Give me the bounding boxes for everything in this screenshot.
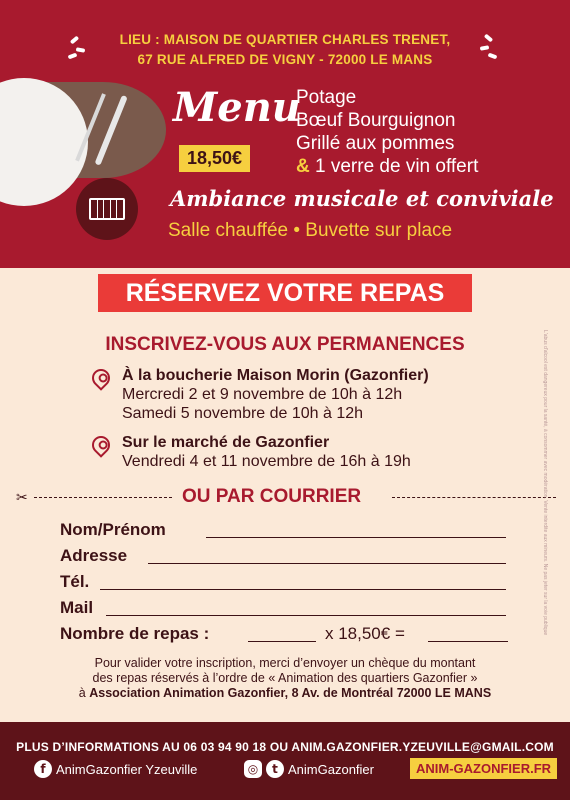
cutlery-icon [98, 94, 144, 174]
scissors-icon: ✂ [16, 489, 28, 505]
mail-field[interactable] [106, 615, 506, 616]
twitter-icon: t [266, 760, 284, 778]
instagram-twitter-link[interactable]: ◎ t AnimGazonfier [244, 760, 374, 778]
meals-multiplier: x 18,50€ = [325, 624, 405, 643]
address-field-label: Adresse [60, 546, 128, 565]
venue-address: LIEU : MAISON DE QUARTIER CHARLES TRENET, 67 RUE ALFRED DE VIGNY - 72000 LE MANS [119, 32, 451, 67]
menu-price: 18,50€ [179, 145, 250, 172]
accordion-icon [76, 178, 138, 240]
phone-field-label: Tél. [60, 572, 90, 591]
meals-count-field[interactable] [248, 641, 316, 642]
name-field[interactable] [206, 537, 506, 538]
phone-field[interactable] [100, 589, 506, 590]
location-item: Sur le marché de Gazonfier Vendredi 4 et 11 novembre de 16h à 19h [122, 434, 411, 470]
location-pin-icon [92, 436, 110, 460]
name-field-label: Nom/Prénom [60, 520, 166, 539]
location-item: À la boucherie Maison Morin (Gazonfier) Mercredi 2 et 9 novembre de 10h à 12h Samedi 5 novembre de 10h à 12h [122, 367, 429, 422]
instagram-icon: ◎ [244, 760, 262, 778]
address-field[interactable] [148, 563, 506, 564]
mail-field-label: Mail [60, 598, 94, 617]
courrier-title: OU PAR COURRIER [182, 486, 362, 507]
payment-note: Pour valider votre inscription, merci d’envoyer un chèque du montant des repas réservés à l’ordre de « Animation des quartiers Gazonfier » à Association Animation Gazonfier, 8 Av. de Montréal 72000 LE MANS [78, 656, 492, 700]
facebook-icon: f [34, 760, 52, 778]
contact-info: PLUS D’INFORMATIONS AU 06 03 94 90 18 OU ANIM.GAZONFIER.YZEUVILLE@GMAIL.COM [16, 740, 554, 754]
website-link[interactable]: ANIM-GAZONFIER.FR [410, 758, 557, 779]
legal-notice: L'abus d'alcool est dangereux pour la santé, à consommer avec modération. Vente interdite aux mineurs. Ne pas jeter sur la voie publique [542, 330, 548, 636]
ambiance-subtitle: Salle chauffée • Buvette sur place [168, 220, 453, 241]
meals-total-field[interactable] [428, 641, 508, 642]
reserve-banner: RÉSERVEZ VOTRE REPAS [98, 274, 472, 312]
menu-dishes: Potage Bœuf Bourguignon Grillé aux pommes & 1 verre de vin offert [296, 87, 479, 177]
menu-title: Menu [173, 84, 301, 131]
meals-count-label: Nombre de repas : [60, 624, 210, 643]
permanences-title: INSCRIVEZ-VOUS AUX PERMANENCES [105, 334, 465, 355]
facebook-link[interactable]: f AnimGazonfier Yzeuville [34, 760, 197, 778]
location-pin-icon [92, 369, 110, 393]
ambiance-title: Ambiance musicale et conviviale [170, 186, 554, 211]
